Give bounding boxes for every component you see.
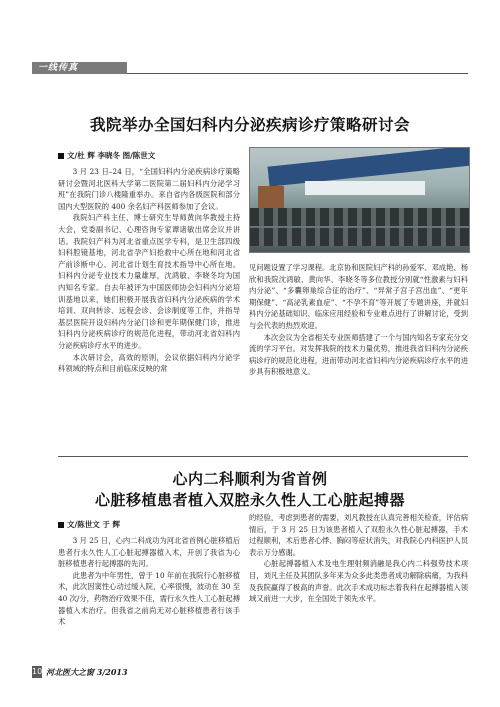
article2-paragraph: 心脏起搏器植入术及电生理射频消融是我心内二科强势技术项目，刘凡主任及其团队多年来为众多此类患者成功解除病痛，为我科及我院赢得了极高的声誉。此次手术成功标志着我科在起搏器植入领域又前进一大步，在全国处于领先水平。 xyxy=(249,559,468,604)
article1-title: 我院举办全国妇科内分泌疾病诊疗策略研讨会 xyxy=(89,115,410,134)
article1-paragraph: 本次会议为全省相关专业医师搭建了一个与国内知名专家充分交流的学习平台。对发挥我院的技术力量优势，推进我省妇科内分泌疾病诊疗的规范化进程，进而带动河北省妇科内分泌疾病诊疗水平的进步具有积极地意义。 xyxy=(249,332,468,377)
photo-audience-row xyxy=(250,208,469,226)
square-bullet-icon xyxy=(58,522,64,528)
photo-audience-row xyxy=(250,228,469,246)
article2-title-line2: 心脏移植患者植入双腔永久性人工心脏起搏器 xyxy=(94,491,405,509)
journal-footer: 河北医大之窗 3/2013 xyxy=(46,667,128,677)
article1-column-right xyxy=(249,262,468,378)
section-label: 一线传真 xyxy=(38,63,79,73)
square-bullet-icon xyxy=(58,153,64,159)
article2-title-line1: 心内二科顺利为省首例 xyxy=(172,470,328,488)
article2-paragraph: 此患者为中年男性，曾于 10 年前在我院行心脏移植术，此次因窦性心动过缓入院，心率很慢，波动在 30 至 40 次/分，药物治疗效果不佳，需行永久性人工心脏起搏器植入术治疗。但我省之前尚无对心脏移植患者行该手术 xyxy=(58,570,240,627)
photo-backdrop xyxy=(305,181,425,195)
article1-paragraph: 3 月 23 日–24 日，“全国妇科内分泌疾病诊疗策略研讨会暨河北医科大学第二医院第二届妇科内分泌学习班”在我院门诊八楼隆重举办。来自省内各级医院和部分国内大型医院的 400 余名妇产科医师参加了会议。 xyxy=(58,167,240,211)
article2-paragraph: 的经验，考虑到患者的需要，刘凡教授在认真完善相关检查，评估病情后，于 3 月 25 日为该患者植入了双腔永久性心脏起搏器，手术过程顺利，术后患者心悸、胸闷等症状消失，对我院心内科医护人员表示万分感谢。 xyxy=(249,513,468,557)
article1-paragraph: 我院妇产科主任、博士研究生导师黄向华教授主持大会，党委副书记、心理咨询专家谭诸敏出席会议并讲话。我院妇产科为河北省重点医学专科，是卫生部四级妇科腔镜基地，河北省孕产妇抢救中心所在地和河北省产前诊断中心、河北省计划生育技术指导中心所在地。妇科内分泌专业技术力量雄厚，沈鸿敏、李晓冬均为国内知名专家。自去年被评为中国医师协会妇科内分泌培训基地以来，她们积极开展我省妇科内分泌疾病的学术培训、双向转诊、远程会诊、会诊制度等工作，并指导基层医院开设妇科内分泌门诊和更年期保健门诊，推进妇科内分泌疾病诊疗的规范化进程，带动河北省妇科内分泌疾病诊疗水平的进步。 xyxy=(58,213,240,350)
article-divider xyxy=(58,456,468,457)
article1-byline xyxy=(58,150,155,161)
conference-photo xyxy=(249,147,470,253)
page-number: 10 xyxy=(32,667,43,676)
article2-column-right xyxy=(249,512,468,605)
article1-paragraph: 见问题设置了学习课程。北京协和医院妇产科的孙爱军、邓成艳、杨欣和我院沈鸿敏、黄向华、李晓冬等多位教授分别就“性激素与妇科内分泌”、“多囊卵巢综合征的治疗”、“异常子宫子宫出血”、“更年期保健”、“高泌乳素血症”、“不孕不育”等开展了专题讲座，并就妇科内分泌基础知识、临床应用经验和专业难点进行了讲解讨论，受到与会代表的热烈欢迎。 xyxy=(249,263,468,330)
article2-column-left xyxy=(58,535,240,628)
header-rule xyxy=(127,73,468,74)
article2-byline xyxy=(58,519,120,530)
article1-byline-text: 文/杜 辉 李晓冬 图/陈世文 xyxy=(67,151,156,160)
article1-paragraph: 本次研讨会，高效的原则，会议依据妇科内分泌学科领域的特点和目前临床反映的常 xyxy=(58,352,240,374)
article1-column-left xyxy=(58,166,240,375)
article2-paragraph: 3 月 25 日，心内二科成功为河北省首例心脏移植后患者行永久性人工心脏起搏器植入术，开创了我省为心脏移植患者行起搏器的先河。 xyxy=(58,536,240,569)
article2-byline-text: 文/陈世文 于 辉 xyxy=(67,520,120,529)
